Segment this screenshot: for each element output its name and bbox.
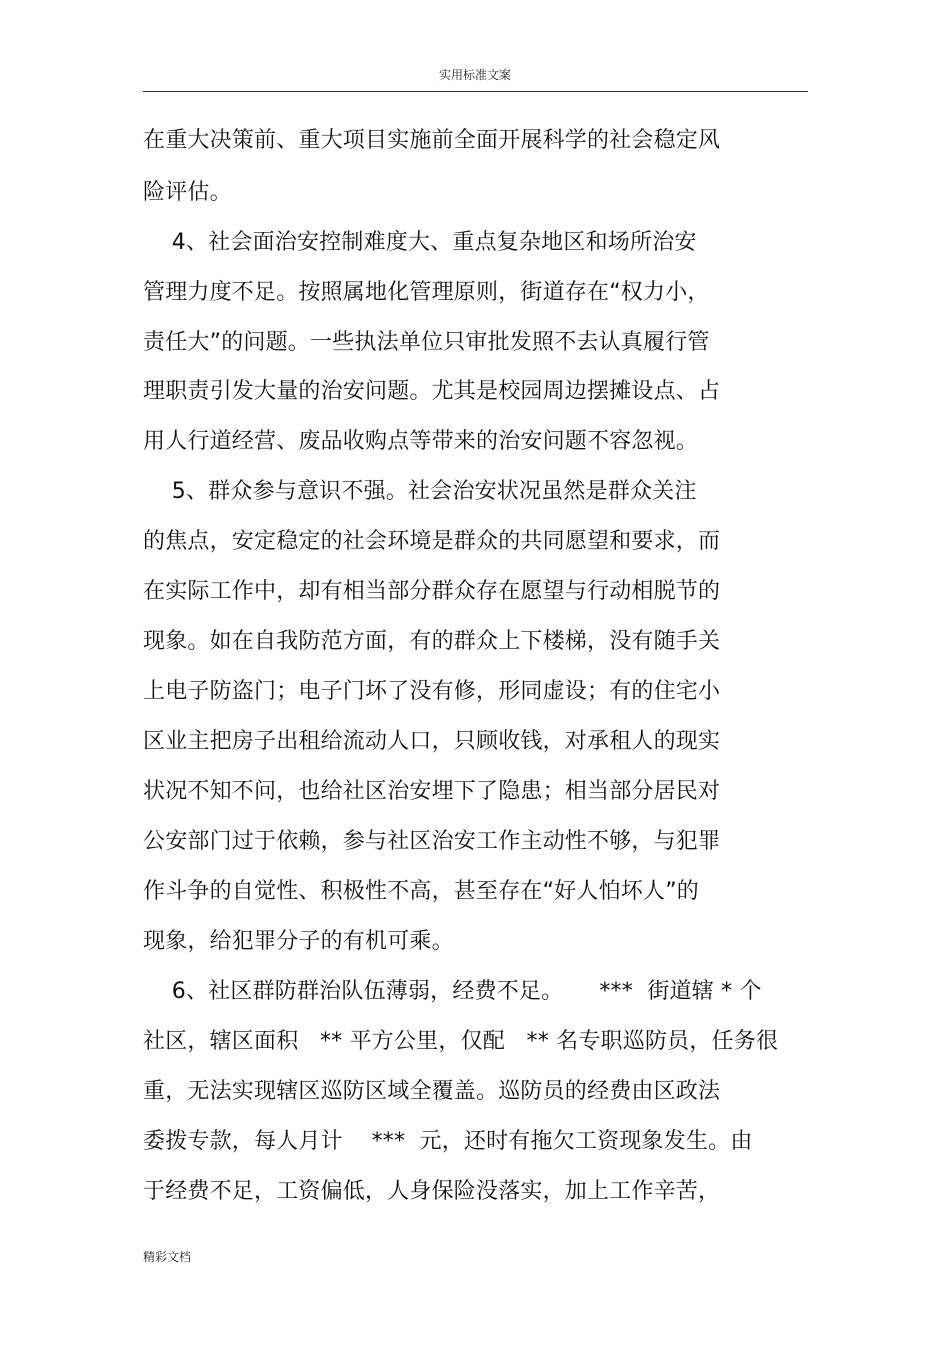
text-line: 责任大”的问题。一些执法单位只审批发照不去认真履行管 — [143, 330, 710, 355]
text-line: 在重大决策前、重大项目实施前全面开展科学的社会稳定风 — [143, 128, 721, 153]
text-line: 险评估。 — [143, 180, 232, 205]
text-line: 4、社会面治安控制难度大、重点复杂地区和场所治安 — [143, 230, 697, 255]
text-line: 于经费不足，工资偏低，人身保险没落实，加上工作辛苦， — [143, 1179, 721, 1204]
page-footer: 精彩文档 — [143, 1250, 192, 1264]
text-line: 上电子防盗门；电子门坏了没有修，形同虚设；有的住宅小 — [143, 679, 721, 704]
header-divider — [143, 91, 808, 92]
text-line: 状况不知不问，也给社区治安埋下了隐患；相当部分居民对 — [143, 779, 721, 804]
text-line: 重，无法实现辖区巡防区域全覆盖。巡防员的经费由区政法 — [143, 1079, 721, 1104]
text-line: 现象，给犯罪分子的有机可乘。 — [143, 929, 454, 954]
text-line: 在实际工作中，却有相当部分群众存在愿望与行动相脱节的 — [143, 579, 721, 604]
text-line: 现象。如在自我防范方面，有的群众上下楼梯，没有随手关 — [143, 629, 721, 654]
text-line: 用人行道经营、废品收购点等带来的治安问题不容忽视。 — [143, 429, 699, 454]
text-line: 的焦点，安定稳定的社会环境是群众的共同愿望和要求，而 — [143, 529, 721, 554]
text-line: 5、群众参与意识不强。社会治安状况虽然是群众关注 — [143, 479, 697, 504]
text-line: 社区，辖区面积 ** 平方公里，仅配 ** 名专职巡防员，任务很 — [143, 1029, 779, 1054]
text-line: 区业主把房子出租给流动人口，只顾收钱，对承租人的现实 — [143, 729, 721, 754]
text-line: 理职责引发大量的治安问题。尤其是校园周边摆摊设点、占 — [143, 379, 721, 404]
text-line: 管理力度不足。按照属地化管理原则，街道存在“权力小， — [143, 280, 710, 305]
text-line: 6、社区群防群治队伍薄弱，经费不足。 *** 街道辖 * 个 — [143, 979, 762, 1004]
page-header: 实用标准文案 — [438, 68, 511, 82]
text-line: 委拨专款，每人月计 *** 元，还时有拖欠工资现象发生。由 — [143, 1129, 753, 1154]
text-line: 公安部门过于依赖，参与社区治安工作主动性不够，与犯罪 — [143, 829, 721, 854]
text-line: 作斗争的自觉性、积极性不高，甚至存在“好人怕坏人”的 — [143, 879, 699, 904]
